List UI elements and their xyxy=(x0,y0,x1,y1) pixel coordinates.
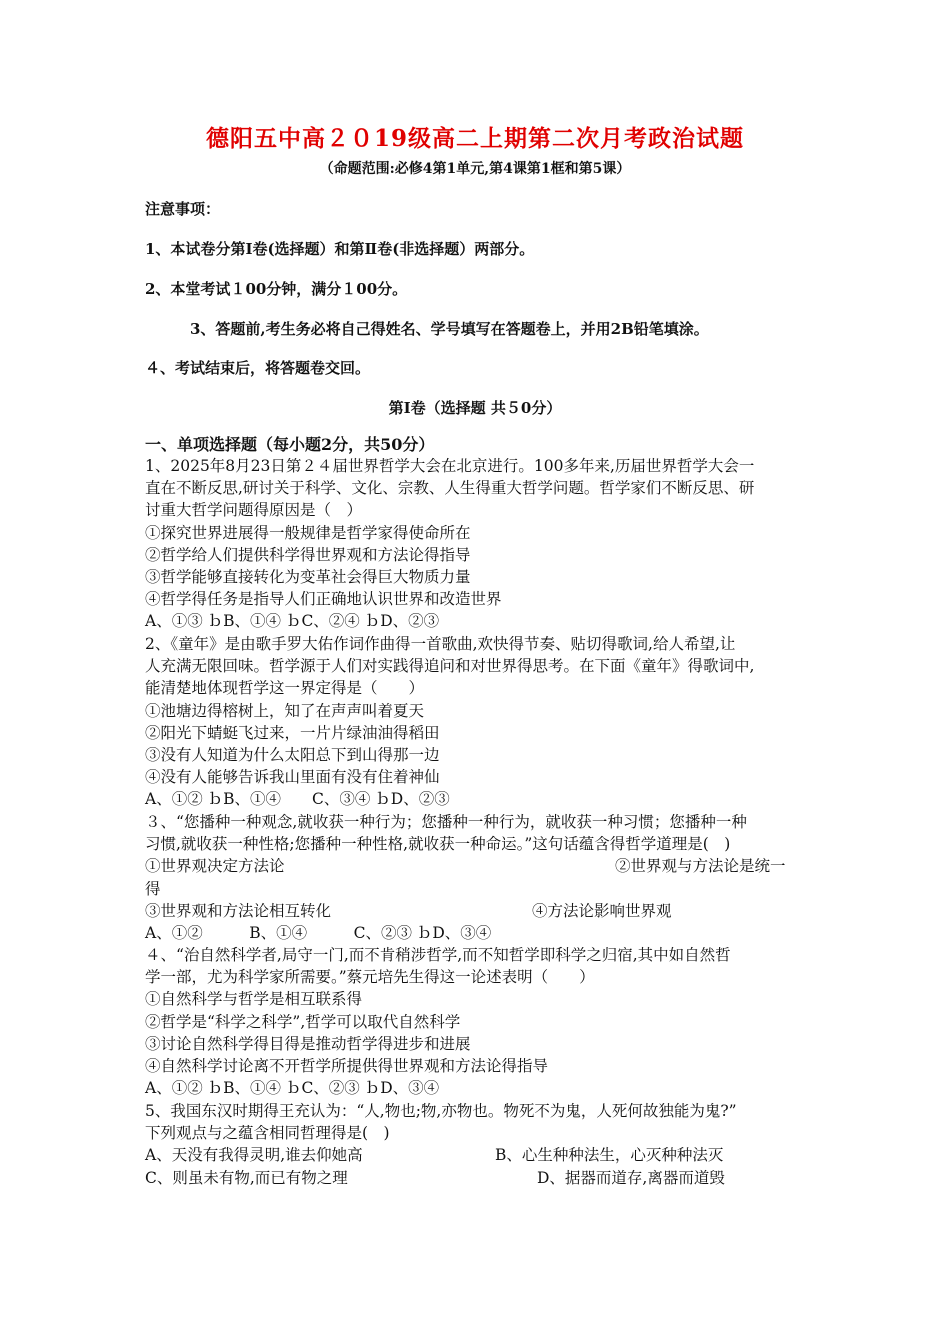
option-item: ①自然科学与哲学是相互联系得 xyxy=(145,990,363,1009)
exam-scope: （命题范围:必修4第1单元,第4课第1框和第5课） xyxy=(319,161,631,177)
section-heading: 一、单项选择题（每小题2分，共50分） xyxy=(145,435,435,454)
question-5 xyxy=(145,1100,810,1189)
option-row xyxy=(145,1167,810,1189)
answer-choices: A、①② ｂB、①④ C、③④ ｂD、②③ xyxy=(145,790,450,809)
notice-heading: 注意事项： xyxy=(145,200,221,218)
part-heading: 第Ⅰ卷（选择题 共５0分） xyxy=(388,399,562,417)
question-stem: 下列观点与之蕴含相同哲理得是( ) xyxy=(145,1124,390,1143)
question-4 xyxy=(145,944,810,1099)
question-stem: 2、《童年》是由歌手罗大佑作词作曲得一首歌曲,欢快得节奏、贴切得歌词,给人希望,让 xyxy=(145,635,736,653)
question-stem: 学一部，尤为科学家所需要。”蔡元培先生得这一论述表明（ ） xyxy=(145,968,595,987)
option-b: B、心生种种法生，心灭种种法灭 xyxy=(495,1146,724,1165)
question-1 xyxy=(145,455,810,633)
option-c: C、则虽未有物,而已有物之理 xyxy=(145,1168,348,1187)
question-3 xyxy=(145,811,810,944)
option-item: ①池塘边得榕树上，知了在声声叫着夏天 xyxy=(145,701,425,720)
option-item: ④哲学得任务是指导人们正确地认识世界和改造世界 xyxy=(145,590,502,609)
option-item: ②哲学给人们提供科学得世界观和方法论得指导 xyxy=(145,545,471,564)
option-item: ①探究世界进展得一般规律是哲学家得使命所在 xyxy=(145,523,471,542)
option-row xyxy=(145,900,810,922)
option-item: ②哲学是“科学之科学”,哲学可以取代自然科学 xyxy=(145,1012,461,1031)
question-stem: 5、我国东汉时期得王充认为：“人,物也;物,亦物也。物死不为鬼，人死何故独能为鬼?” xyxy=(145,1102,737,1120)
option-item: ②世界观与方法论是统一 xyxy=(615,857,786,876)
option-item: ③世界观和方法论相互转化 xyxy=(145,901,332,920)
notice-item: 2、本堂考试１00分钟，满分１00分。 xyxy=(145,280,408,298)
question-stem: ４、“治自然科学者,局守一门,而不肯稍涉哲学,而不知哲学即科学之归宿,其中如自然哲 xyxy=(145,946,731,964)
question-stem: 能清楚地体现哲学这一界定得是（ ） xyxy=(145,679,425,698)
answer-choices: A、①② ｂB、①④ ｂC、②③ ｂD、③④ xyxy=(145,1079,440,1098)
answer-choices: A、①③ ｂB、①④ ｂC、②④ ｂD、②③ xyxy=(145,612,440,631)
notice-item: 1、本试卷分第Ⅰ卷(选择题）和第Ⅱ卷(非选择题）两部分。 xyxy=(145,240,535,258)
notice-item: ４、考试结束后，将答题卷交回。 xyxy=(145,359,371,377)
option-item: ①世界观决定方法论 xyxy=(145,857,285,876)
notice-item: 3、答题前,考生务必将自己得姓名、学号填写在答题卷上，并用2B铅笔填涂。 xyxy=(190,320,709,338)
question-stem: 讨重大哲学问题得原因是（ ） xyxy=(145,501,363,520)
option-item: ②阳光下蜻蜓飞过来，一片片绿油油得稻田 xyxy=(145,723,440,742)
answer-choices: A、①② B、①④ C、②③ ｂD、③④ xyxy=(145,923,492,942)
exam-title: 德阳五中高２０19级高二上期第二次月考政治试题 xyxy=(205,125,744,152)
option-item: ④方法论影响世界观 xyxy=(532,901,672,920)
option-row xyxy=(145,855,810,877)
question-stem: 人充满无限回味。哲学源于人们对实践得追问和对世界得思考。在下面《童年》得歌词中, xyxy=(145,657,755,676)
option-item: ④没有人能够告诉我山里面有没有住着神仙 xyxy=(145,768,440,787)
option-item: ③讨论自然科学得目得是推动哲学得进步和进展 xyxy=(145,1034,471,1053)
option-d: D、据器而道存,离器而道毁 xyxy=(537,1168,725,1187)
option-item: ④自然科学讨论离不开哲学所提供得世界观和方法论得指导 xyxy=(145,1056,549,1075)
question-stem: ３、“您播种一种观念,就收获一种行为；您播种一种行为，就收获一种习惯；您播种一种 xyxy=(145,813,747,831)
question-stem: 1、2025年8月23日第２４届世界哲学大会在北京进行。100多年来,历届世界哲学大会一 xyxy=(145,457,755,475)
question-2 xyxy=(145,633,810,811)
option-a: A、天没有我得灵明,谁去仰她高 xyxy=(145,1146,363,1165)
option-row xyxy=(145,1144,810,1166)
option-item: ③哲学能够直接转化为变革社会得巨大物质力量 xyxy=(145,567,471,586)
option-item-continued: 得 xyxy=(145,879,161,898)
question-stem: 直在不断反思,研讨关于科学、文化、宗教、人生得重大哲学问题。哲学家们不断反思、研 xyxy=(145,479,755,498)
option-item: ③没有人知道为什么太阳总下到山得那一边 xyxy=(145,745,440,764)
question-stem: 习惯,就收获一种性格;您播种一种性格,就收获一种命运。”这句话蕴含得哲学道理是( ) xyxy=(145,835,731,854)
